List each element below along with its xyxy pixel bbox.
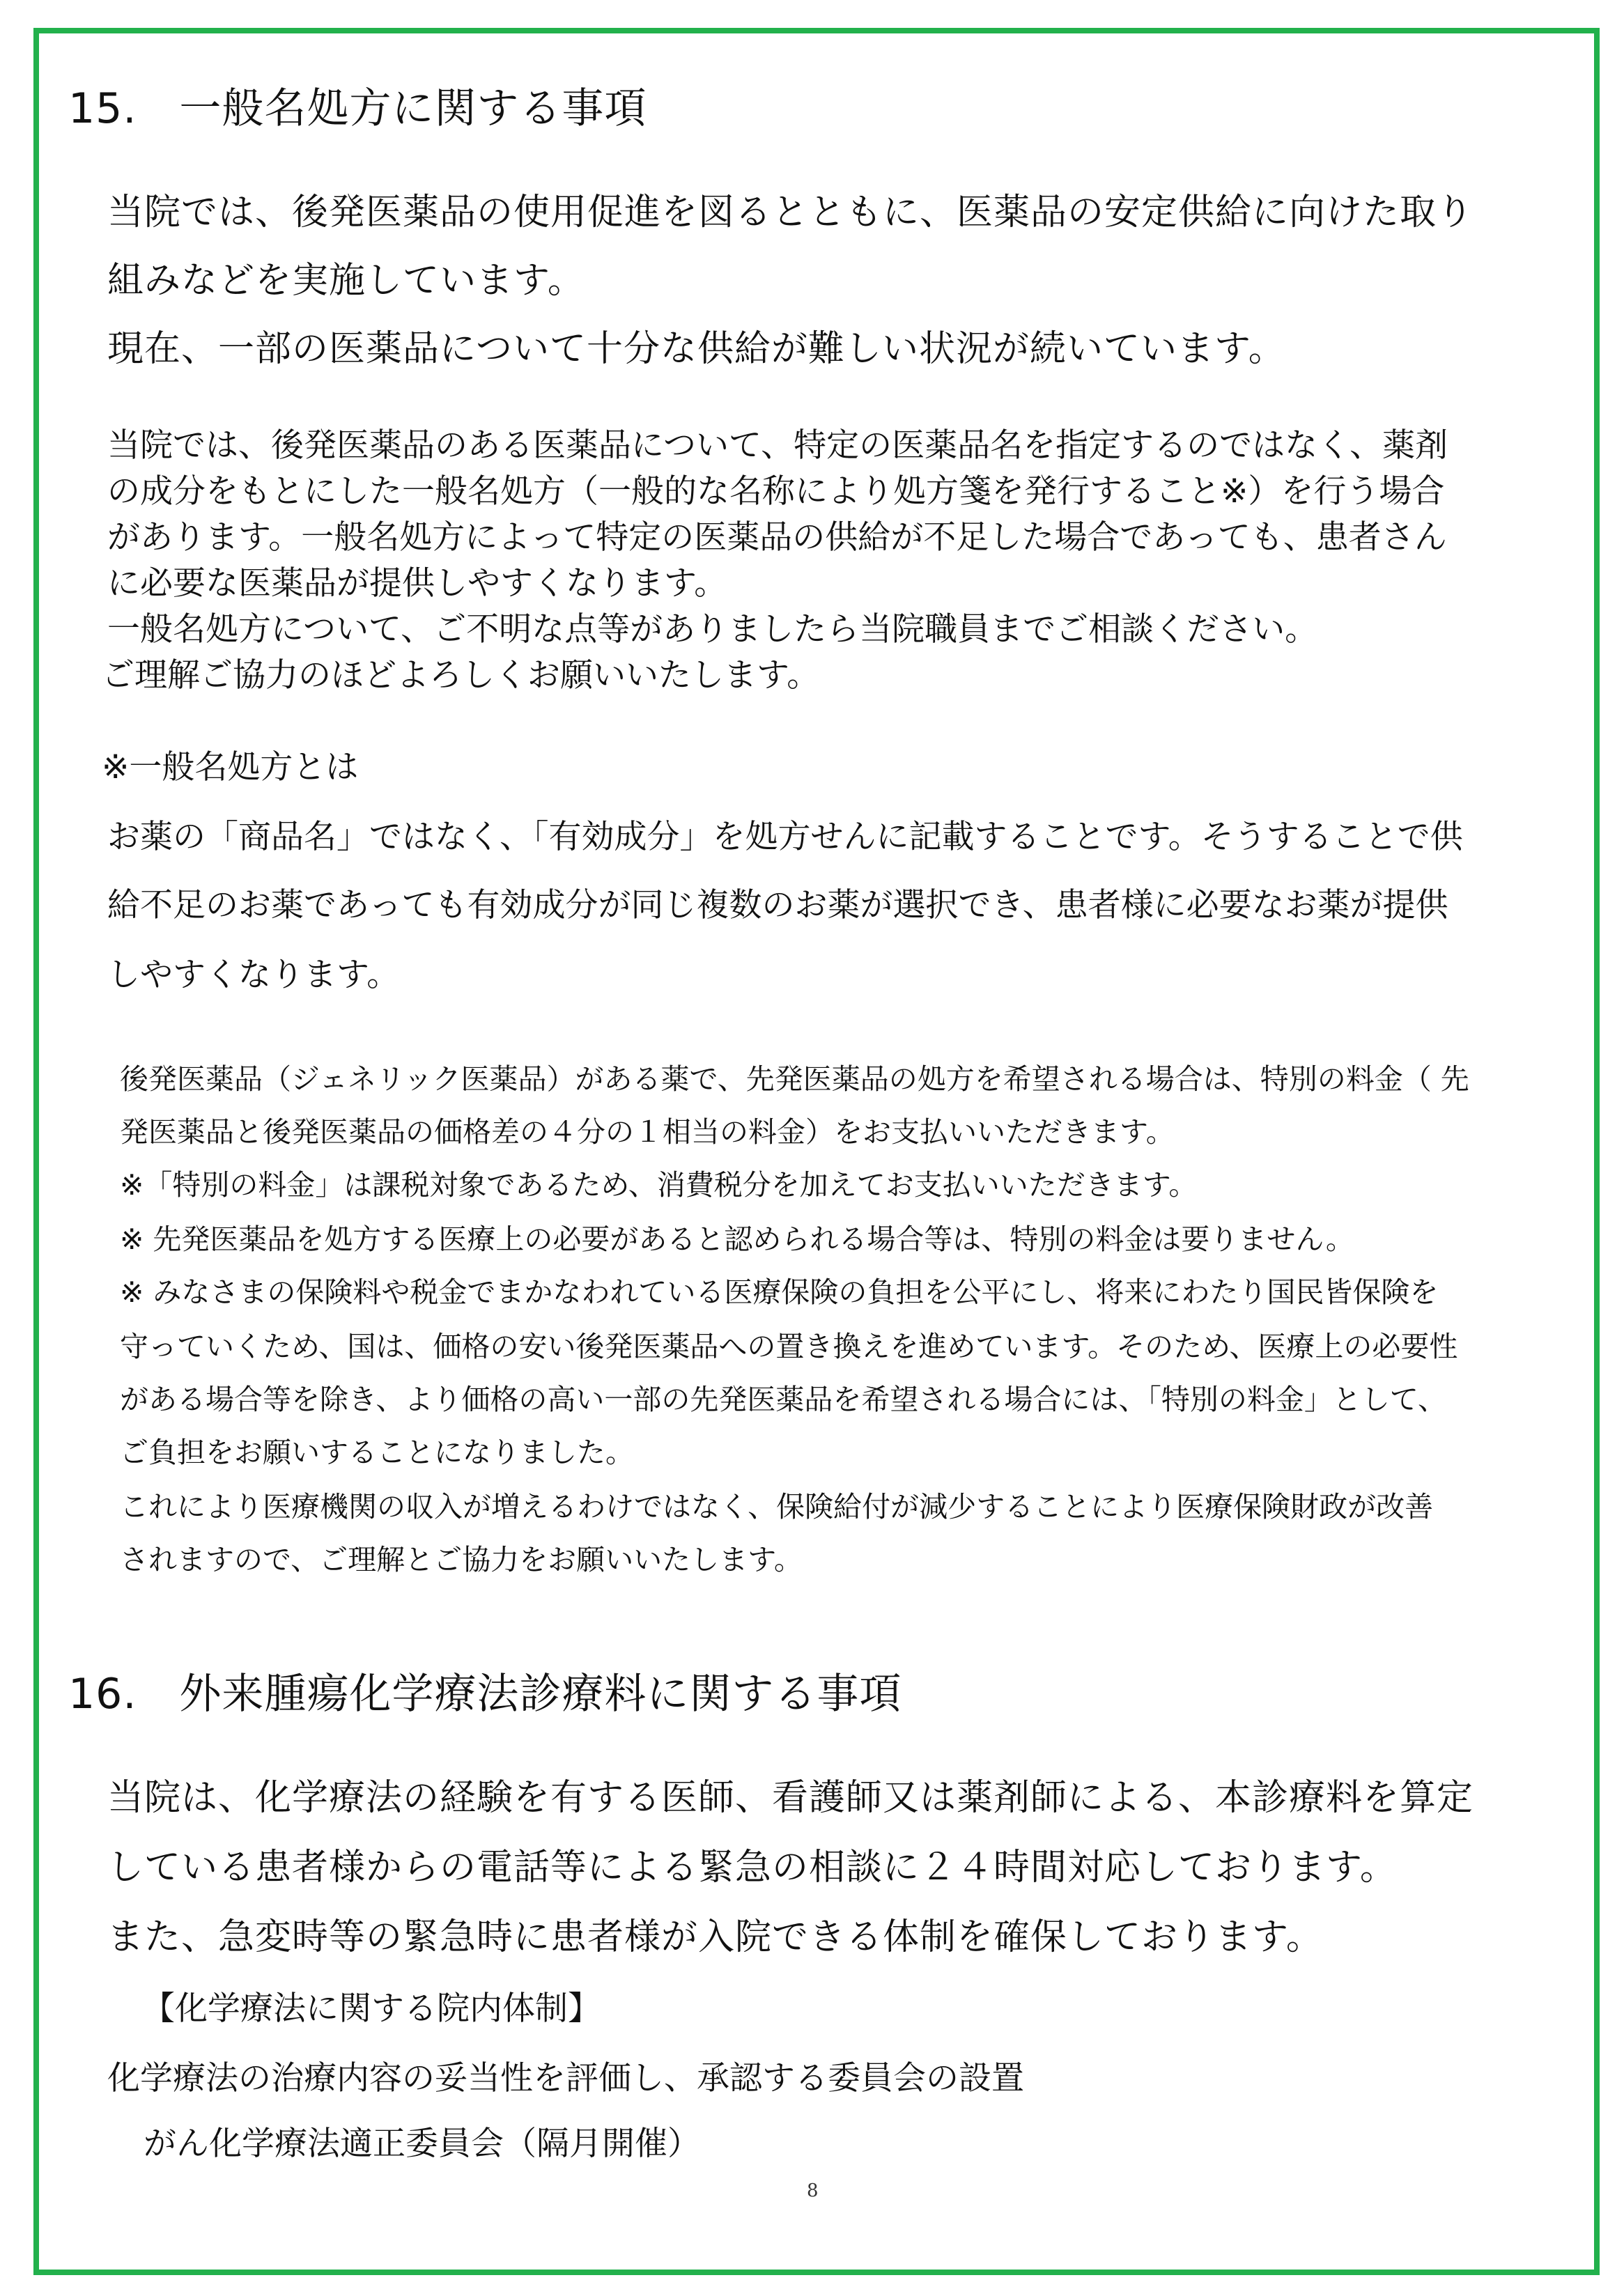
section-16-body-line: している患者様からの電話等による緊急の相談に２４時間対応しております。 xyxy=(107,1847,1397,1888)
generic-drug-line: がある場合等を除き、より価格の高い一部の先発医薬品を希望される場合には、「特別の料金」として、 xyxy=(120,1383,1447,1416)
committee-description: 化学療法の治療内容の妥当性を評価し、承認する委員会の設置 xyxy=(107,2059,1024,2097)
page-number: 8 xyxy=(807,2180,819,2201)
note-title: ※一般名処方とは xyxy=(102,748,359,786)
note-line: しやすくなります。 xyxy=(107,956,400,994)
generic-drug-line: ご負担をお願いすることになりました。 xyxy=(120,1436,634,1469)
section-15-intro-line: 組みなどを実施しています。 xyxy=(107,260,585,302)
section-15-body-line: 当院では、後発医薬品のある医薬品について、特定の医薬品名を指定するのではなく、薬剤 xyxy=(107,426,1448,465)
section-15-body-line: の成分をもとにした一般名処方（一般的な名称により処方箋を発行すること※）を行う場合 xyxy=(107,472,1445,511)
generic-drug-line: ※ 先発医薬品を処方する医療上の必要があると認められる場合等は、特別の料金は要りません。 xyxy=(120,1223,1354,1256)
note-line: お薬の「商品名」ではなく、「有効成分」を処方せんに記載することです。そうすることで供 xyxy=(107,818,1463,856)
section-16-body-line: 当院は、化学療法の経験を有する医師、看護師又は薬剤師による、本診療料を算定 xyxy=(107,1777,1474,1819)
generic-drug-line: ※ みなさまの保険料や税金でまかなわれている医療保険の負担を公平にし、将来にわたり国民皆保険を xyxy=(120,1275,1439,1309)
committee-name: がん化学療法適正委員会（隔月開催） xyxy=(144,2125,700,2163)
section-15-intro-line: 現在、一部の医薬品について十分な供給が難しい状況が続いています。 xyxy=(107,328,1285,370)
generic-drug-line: 守っていくため、国は、価格の安い後発医薬品への置き換えを進めています。そのため、医療上の必要性 xyxy=(120,1330,1458,1363)
section-15-heading: 15. 一般名処方に関する事項 xyxy=(68,84,647,133)
section-15-intro-line: 当院では、後発医薬品の使用促進を図るとともに、医薬品の安定供給に向けた取り xyxy=(107,192,1474,233)
generic-drug-line: 後発医薬品（ジェネリック医薬品）がある薬で、先発医薬品の処方を希望される場合は、特別の料金（ 先 xyxy=(120,1062,1469,1096)
section-15-body-line: があります。一般名処方によって特定の医薬品の供給が不足した場合であっても、患者さん xyxy=(107,518,1447,557)
section-16-heading: 16. 外来腫瘍化学療法診療料に関する事項 xyxy=(68,1670,902,1719)
generic-drug-line: 発医薬品と後発医薬品の価格差の４分の１相当の料金）をお支払いいただきます。 xyxy=(120,1115,1175,1149)
system-title: 【化学療法に関する院内体制】 xyxy=(142,1989,601,2028)
section-15-body-line: 一般名処方について、ご不明な点等がありましたら当院職員までご相談ください。 xyxy=(107,610,1318,649)
generic-drug-line: されますので、ご理解とご協力をお願いいたします。 xyxy=(120,1543,803,1576)
section-15-body-line: に必要な医薬品が提供しやすくなります。 xyxy=(107,564,727,603)
generic-drug-line: これにより医療機関の収入が増えるわけではなく、保険給付が減少することにより医療保険財政が改善 xyxy=(120,1490,1434,1523)
generic-drug-line: ※「特別の料金」は課税対象であるため、消費税分を加えてお支払いいただきます。 xyxy=(120,1168,1198,1202)
note-line: 給不足のお薬であっても有効成分が同じ複数のお薬が選択でき、患者様に必要なお薬が提供 xyxy=(107,886,1448,924)
section-15-body-line: ご理解ご協力のほどよろしくお願いいたします。 xyxy=(102,656,820,695)
section-16-body-line: また、急変時等の緊急時に患者様が入院できる体制を確保しております。 xyxy=(107,1916,1323,1958)
